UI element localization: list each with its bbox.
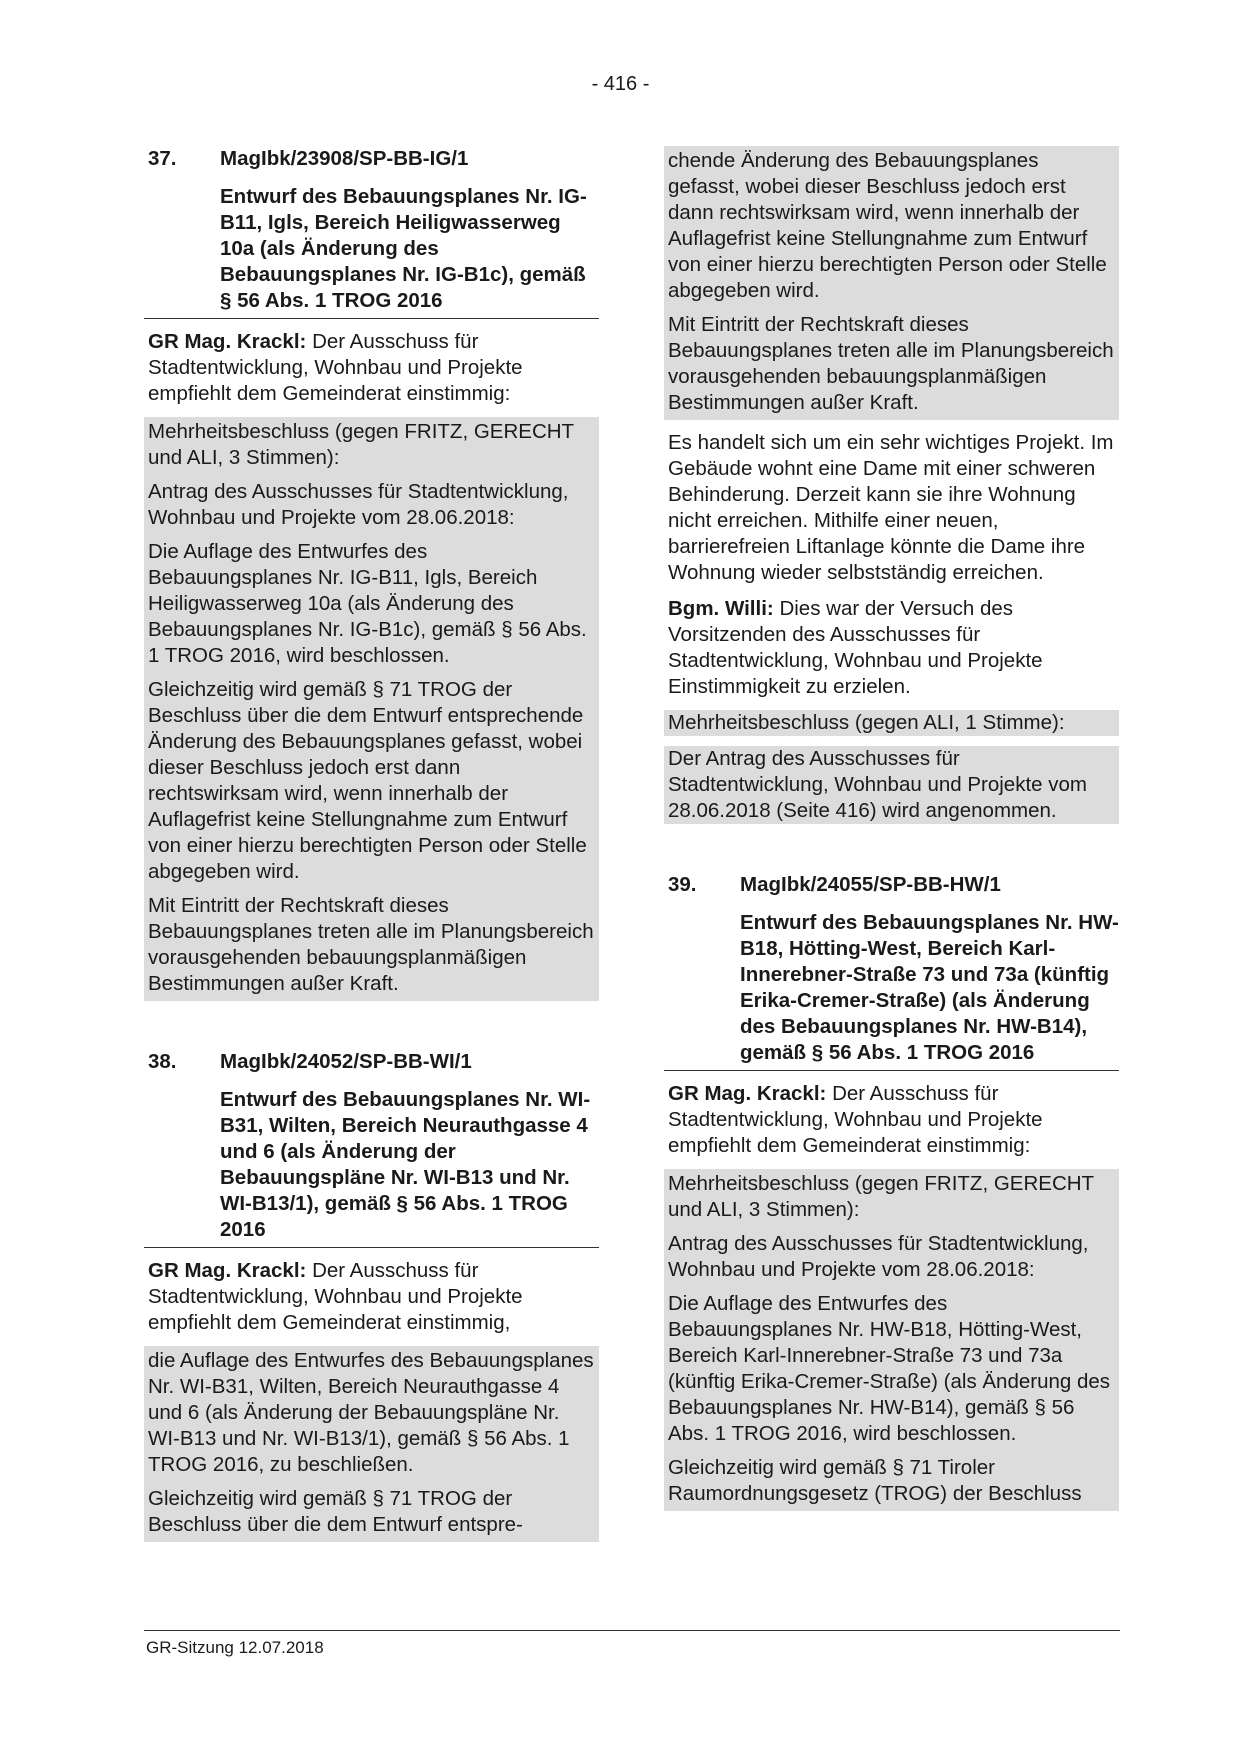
speaker-name: GR Mag. Krackl: [148,330,307,353]
speaker-statement [664,1081,1119,1159]
statement-text: Der Ausschuss für Stadtentwicklung, Wohnbau und Projekte empfiehlt dem Gemeinderat einstimmig, [148,1259,523,1334]
item-number: 39. [668,873,697,896]
speaker-name: Bgm. Willi: [668,597,774,620]
resolution-block [664,1169,1119,1511]
mayor-statement [664,596,1119,700]
footer-divider [144,1630,1120,1631]
vote-result: Mehrheitsbeschluss (gegen FRITZ, GERECHT und ALI, 3 Stimmen): [668,1172,1094,1221]
left-column [144,146,599,1552]
legal-effect-text: Mit Eintritt der Rechtskraft dieses Bebauungsplanes treten alle im Planungsbereich vorausgehenden bebauungsplanmäßigen Bestimmungen außer Kraft. [148,894,594,995]
legal-effect-text: Mit Eintritt der Rechtskraft dieses Bebauungsplanes treten alle im Planungsbereich vorausgehenden bebauungsplanmäßigen Bestimmungen außer Kraft. [668,313,1114,414]
statement-text: Dies war der Versuch des Vorsitzenden des Ausschusses für Stadtentwicklung, Wohnbau und Projekte Einstimmigkeit zu erzielen. [668,597,1043,698]
right-column [664,146,1119,1521]
continued-text: chende Änderung des Bebauungsplanes gefasst, wobei dieser Beschluss jedoch erst dann rechtswirksam wird, wenn innerhalb der Auflagefrist keine Stellungnahme zum Entwurf von einer hierzu berechtigten Person oder Stelle abgegeben wird. [668,149,1107,302]
page-number: - 416 - [591,73,650,95]
item-title: Entwurf des Bebauungsplanes Nr. IG-B11, Igls, Bereich Heiligwasserweg 10a (als Änderung des Bebauungsplanes Nr. IG-B1c), gemäß § 56 Abs. 1 TROG 2016 [144,172,599,319]
item-number: 37. [148,147,177,170]
agenda-item-39 [664,872,1119,1511]
speaker-name: GR Mag. Krackl: [668,1082,827,1105]
statement-text: Der Ausschuss für Stadtentwicklung, Wohnbau und Projekte empfiehlt dem Gemeinderat einstimmig: [668,1082,1043,1157]
motion-text: Antrag des Ausschusses für Stadtentwicklung, Wohnbau und Projekte vom 28.06.2018: [148,480,569,529]
resolution-block [144,417,599,1001]
statement-text: Der Ausschuss für Stadtentwicklung, Wohnbau und Projekte empfiehlt dem Gemeinderat einstimmig: [148,330,523,405]
simultaneous-resolution: Gleichzeitig wird gemäß § 71 TROG der Beschluss über die dem Entwurf entspre- [148,1487,523,1536]
agenda-item-38 [144,1049,599,1542]
vote-result: Mehrheitsbeschluss (gegen ALI, 1 Stimme): [664,710,1119,736]
item-reference: MagIbk/23908/SP-BB-IG/1 [220,147,469,170]
motion-text: Antrag des Ausschusses für Stadtentwicklung, Wohnbau und Projekte vom 28.06.2018: [668,1232,1089,1281]
simultaneous-resolution: Gleichzeitig wird gemäß § 71 TROG der Beschluss über die dem Entwurf entsprechende Änderung des Bebauungsplanes gefasst, wobei dieser Beschluss jedoch erst dann rechtswirksam wird, wenn innerhalb der Auflagefrist keine Stellungnahme zum Entwurf von einer hierzu berechtigten Person oder Stelle abgegeben wird. [148,678,587,883]
item-reference: MagIbk/24055/SP-BB-HW/1 [740,873,1001,896]
speaker-statement [144,1258,599,1336]
speaker-statement [144,329,599,407]
vote-result: Mehrheitsbeschluss (gegen FRITZ, GERECHT und ALI, 3 Stimmen): [148,420,574,469]
item-title: Entwurf des Bebauungsplanes Nr. HW-B18, Hötting-West, Bereich Karl-Innerebner-Straße 73 und 73a (künftig Erika-Cremer-Straße) (als Änderung des Bebauungsplanes Nr. HW-B14), gemäß § 56 Abs. 1 TROG 2016 [664,898,1119,1071]
simultaneous-resolution: Gleichzeitig wird gemäß § 71 Tiroler Raumordnungsgesetz (TROG) der Beschluss [668,1456,1082,1505]
project-description: Es handelt sich um ein sehr wichtiges Projekt. Im Gebäude wohnt eine Dame mit einer schweren Behinderung. Derzeit kann sie ihre Wohnung nicht erreichen. Mithilfe einer neuen, barrierefreien Liftanlage könnte die Dame ihre Wohnung wieder selbstständig erreichen. [668,431,1114,584]
item-number: 38. [148,1050,177,1073]
item-heading [144,1049,599,1075]
continued-resolution-block [664,146,1119,420]
item-reference: MagIbk/24052/SP-BB-WI/1 [220,1050,472,1073]
decision-text: die Auflage des Entwurfes des Bebauungsplanes Nr. WI-B31, Wilten, Bereich Neurauthgasse 4 und 6 (als Änderung der Bebauungspläne Nr. WI-B13 und Nr. WI-B13/1), gemäß § 56 Abs. 1 TROG 2016, zu beschließen. [148,1349,594,1476]
footer-session-date: GR-Sitzung 12.07.2018 [146,1638,324,1657]
item-title: Entwurf des Bebauungsplanes Nr. WI-B31, Wilten, Bereich Neurauthgasse 4 und 6 (als Änderung der Bebauungspläne Nr. WI-B13 und Nr. WI-B13/1), gemäß § 56 Abs. 1 TROG 2016 [144,1075,599,1248]
item-heading [144,146,599,172]
item-heading [664,872,1119,898]
motion-accepted: Der Antrag des Ausschusses für Stadtentwicklung, Wohnbau und Projekte vom 28.06.2018 (Seite 416) wird angenommen. [664,746,1119,824]
decision-text: Die Auflage des Entwurfes des Bebauungsplanes Nr. IG-B11, Igls, Bereich Heiligwasserweg 10a (als Änderung des Bebauungsplanes Nr. IG-B1c), gemäß § 56 Abs. 1 TROG 2016, wird beschlossen. [148,540,587,667]
decision-text: Die Auflage des Entwurfes des Bebauungsplanes Nr. HW-B18, Hötting-West, Bereich Karl-Innerebner-Straße 73 und 73a (künftig Erika-Cremer-Straße) (als Änderung des Bebauungsplanes Nr. HW-B14), gemäß § 56 Abs. 1 TROG 2016, wird beschlossen. [668,1292,1111,1445]
speaker-name: GR Mag. Krackl: [148,1259,307,1282]
agenda-item-37 [144,146,599,1001]
resolution-block [144,1346,599,1542]
